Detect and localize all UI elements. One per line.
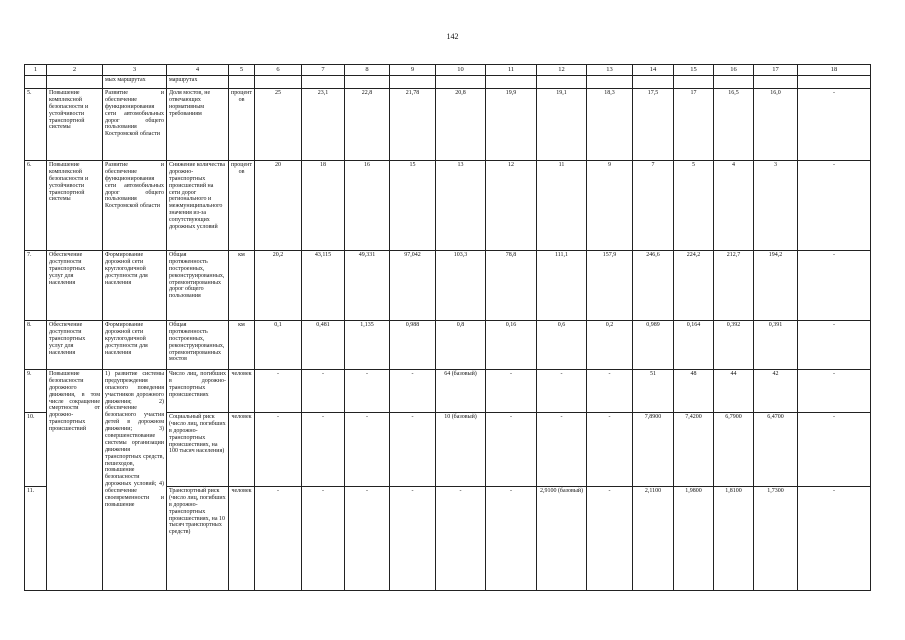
table-row <box>25 161 871 251</box>
indicator-cell: Снижение количества дорожно-транспортных происшествий на сети дорог регионального и межмуниципального значения из-за сопутствующих дорожных условий <box>167 161 229 251</box>
indicator-cell: Число лиц, погибших в дорожно-транспортных происшествиях <box>167 370 229 413</box>
goal-cell: Повышение безопасности дорожного движения, в том числе сокращение смертности от дорожно-транспортных происшествий <box>47 370 103 591</box>
value-cell: 0,1 <box>255 321 302 370</box>
col-num-3: 3 <box>103 65 167 76</box>
value-cell: 3 <box>754 161 798 251</box>
unit-cell: человек <box>229 413 255 487</box>
value-cell: 1,8100 <box>714 487 754 591</box>
value-cell: 17,5 <box>633 89 674 161</box>
col-num-2: 2 <box>47 65 103 76</box>
indicators-table <box>24 64 871 591</box>
value-cell: 9 <box>587 161 633 251</box>
value-cell: 16 <box>345 161 390 251</box>
value-cell: 0,8 <box>436 321 486 370</box>
col-num-12: 12 <box>537 65 587 76</box>
value-cell: - <box>486 413 537 487</box>
value-cell: 97,042 <box>390 251 436 321</box>
value-cell: 18 <box>302 161 345 251</box>
value-cell: - <box>302 370 345 413</box>
value-cell: - <box>255 413 302 487</box>
value-cell: 212,7 <box>714 251 754 321</box>
col-num-10: 10 <box>436 65 486 76</box>
value-cell: 44 <box>714 370 754 413</box>
value-cell: - <box>302 413 345 487</box>
value-cell: 49,331 <box>345 251 390 321</box>
row-number: 10. <box>25 413 47 487</box>
table-row <box>25 89 871 161</box>
col-num-11: 11 <box>486 65 537 76</box>
value-cell: 20 <box>255 161 302 251</box>
unit-cell: км <box>229 251 255 321</box>
value-cell: 7,8900 <box>633 413 674 487</box>
goal-cell: Повышение комплексной безопасности и устойчивости транспортной системы <box>47 161 103 251</box>
col-num-7: 7 <box>302 65 345 76</box>
row-number: 9. <box>25 370 47 413</box>
value-cell: - <box>436 487 486 591</box>
indicator-cell: Транспортный риск (число лиц, погибших в дорожно-транспортных происшествиях, на 10 тысяч транспортных средств) <box>167 487 229 591</box>
continuation-row <box>25 76 871 89</box>
value-cell: - <box>798 161 871 251</box>
row-number: 6. <box>25 161 47 251</box>
value-cell: 17 <box>674 89 714 161</box>
table-row <box>25 321 871 370</box>
col-num-15: 15 <box>674 65 714 76</box>
value-cell: 64 (базовый) <box>436 370 486 413</box>
indicator-cell: Доля мостов, не отвечающих нормативным требованиям <box>167 89 229 161</box>
value-cell: 51 <box>633 370 674 413</box>
col-num-17: 17 <box>754 65 798 76</box>
value-cell: - <box>390 413 436 487</box>
value-cell: 0,164 <box>674 321 714 370</box>
task-cell: Формирование дорожной сети круглогодичной доступности для населения <box>103 251 167 321</box>
task-cell: Формирование дорожной сети круглогодичной доступности для населения <box>103 321 167 370</box>
value-cell: 4 <box>714 161 754 251</box>
table-row <box>25 251 871 321</box>
value-cell: - <box>798 487 871 591</box>
continuation-indicator: маршрутах <box>167 76 229 89</box>
value-cell: 20,2 <box>255 251 302 321</box>
value-cell: - <box>255 487 302 591</box>
col-num-18: 18 <box>798 65 871 76</box>
goal-cell: Обеспечение доступности транспортных услуг для населения <box>47 321 103 370</box>
value-cell: - <box>390 370 436 413</box>
unit-cell: человек <box>229 370 255 413</box>
column-number-row <box>25 65 871 76</box>
indicator-cell: Общая протяженность построенных, реконструированных, отремонтированных мостов <box>167 321 229 370</box>
value-cell: - <box>537 413 587 487</box>
value-cell: 16,5 <box>714 89 754 161</box>
col-num-14: 14 <box>633 65 674 76</box>
value-cell: 22,8 <box>345 89 390 161</box>
continuation-task: мых маршрутах <box>103 76 167 89</box>
table-row <box>25 370 871 413</box>
value-cell: - <box>345 413 390 487</box>
value-cell: - <box>255 370 302 413</box>
unit-cell: км <box>229 321 255 370</box>
col-num-1: 1 <box>25 65 47 76</box>
value-cell: 12 <box>486 161 537 251</box>
value-cell: 111,1 <box>537 251 587 321</box>
value-cell: 103,3 <box>436 251 486 321</box>
value-cell: 15 <box>390 161 436 251</box>
value-cell: 18,3 <box>587 89 633 161</box>
value-cell: 6,4700 <box>754 413 798 487</box>
value-cell: - <box>798 321 871 370</box>
row-number: 5. <box>25 89 47 161</box>
value-cell: - <box>537 370 587 413</box>
col-num-4: 4 <box>167 65 229 76</box>
goal-cell: Обеспечение доступности транспортных услуг для населения <box>47 251 103 321</box>
value-cell: 10 (базовый) <box>436 413 486 487</box>
value-cell: 42 <box>754 370 798 413</box>
value-cell: 2,9100 (базовый) <box>537 487 587 591</box>
value-cell: 0,391 <box>754 321 798 370</box>
value-cell: - <box>587 413 633 487</box>
value-cell: - <box>798 89 871 161</box>
col-num-6: 6 <box>255 65 302 76</box>
value-cell: 21,78 <box>390 89 436 161</box>
value-cell: 48 <box>674 370 714 413</box>
value-cell: 224,2 <box>674 251 714 321</box>
value-cell: - <box>798 413 871 487</box>
value-cell: 78,8 <box>486 251 537 321</box>
value-cell: 194,2 <box>754 251 798 321</box>
value-cell: - <box>345 370 390 413</box>
value-cell: - <box>587 370 633 413</box>
unit-cell: человек <box>229 487 255 591</box>
value-cell: 7,4200 <box>674 413 714 487</box>
value-cell: 16,0 <box>754 89 798 161</box>
col-num-13: 13 <box>587 65 633 76</box>
value-cell: - <box>587 487 633 591</box>
value-cell: - <box>486 487 537 591</box>
indicator-cell: Общая протяженность построенных, реконструированных, отремонтированных дорог общего пользования <box>167 251 229 321</box>
value-cell: 0,481 <box>302 321 345 370</box>
value-cell: - <box>302 487 345 591</box>
value-cell: 11 <box>537 161 587 251</box>
value-cell: 5 <box>674 161 714 251</box>
value-cell: 13 <box>436 161 486 251</box>
value-cell: 0,392 <box>714 321 754 370</box>
value-cell: - <box>345 487 390 591</box>
value-cell: 19,9 <box>486 89 537 161</box>
col-num-8: 8 <box>345 65 390 76</box>
value-cell: - <box>390 487 436 591</box>
value-cell: - <box>486 370 537 413</box>
value-cell: 23,1 <box>302 89 345 161</box>
col-num-16: 16 <box>714 65 754 76</box>
value-cell: 43,115 <box>302 251 345 321</box>
value-cell: 0,2 <box>587 321 633 370</box>
value-cell: 246,6 <box>633 251 674 321</box>
unit-cell: процентов <box>229 89 255 161</box>
row-number: 8. <box>25 321 47 370</box>
task-cell: Развитие и обеспечение функционирования сети автомобильных дорог общего пользования Костромской области <box>103 161 167 251</box>
value-cell: 2,1100 <box>633 487 674 591</box>
unit-cell: процентов <box>229 161 255 251</box>
value-cell: 6,7900 <box>714 413 754 487</box>
value-cell: 1,7300 <box>754 487 798 591</box>
value-cell: 157,9 <box>587 251 633 321</box>
value-cell: 0,6 <box>537 321 587 370</box>
value-cell: 0,16 <box>486 321 537 370</box>
value-cell: 0,989 <box>633 321 674 370</box>
value-cell: 25 <box>255 89 302 161</box>
task-cell: 1) развитие системы предупреждения опасного поведения участников дорожного движения; 2) обеспечение безопасного участия детей в дорожном движении; 3) совершенствование системы организации движения транспортных средств, пешеходов, повышение безопасности дорожных условий; 4) обеспечение своевременности и повышение <box>103 370 167 591</box>
col-num-9: 9 <box>390 65 436 76</box>
value-cell: 1,9800 <box>674 487 714 591</box>
row-number: 7. <box>25 251 47 321</box>
value-cell: 7 <box>633 161 674 251</box>
row-number: 11. <box>25 487 47 591</box>
value-cell: 1,135 <box>345 321 390 370</box>
page-number: 142 <box>446 32 459 41</box>
value-cell: - <box>798 251 871 321</box>
value-cell: - <box>798 370 871 413</box>
col-num-5: 5 <box>229 65 255 76</box>
task-cell: Развитие и обеспечение функционирования сети автомобильных дорог общего пользования Костромской области <box>103 89 167 161</box>
value-cell: 0,988 <box>390 321 436 370</box>
indicator-cell: Социальный риск (число лиц, погибших в дорожно-транспортных происшествиях, на 100 тысяч населения) <box>167 413 229 487</box>
value-cell: 20,8 <box>436 89 486 161</box>
value-cell: 19,1 <box>537 89 587 161</box>
goal-cell: Повышение комплексной безопасности и устойчивости транспортной системы <box>47 89 103 161</box>
